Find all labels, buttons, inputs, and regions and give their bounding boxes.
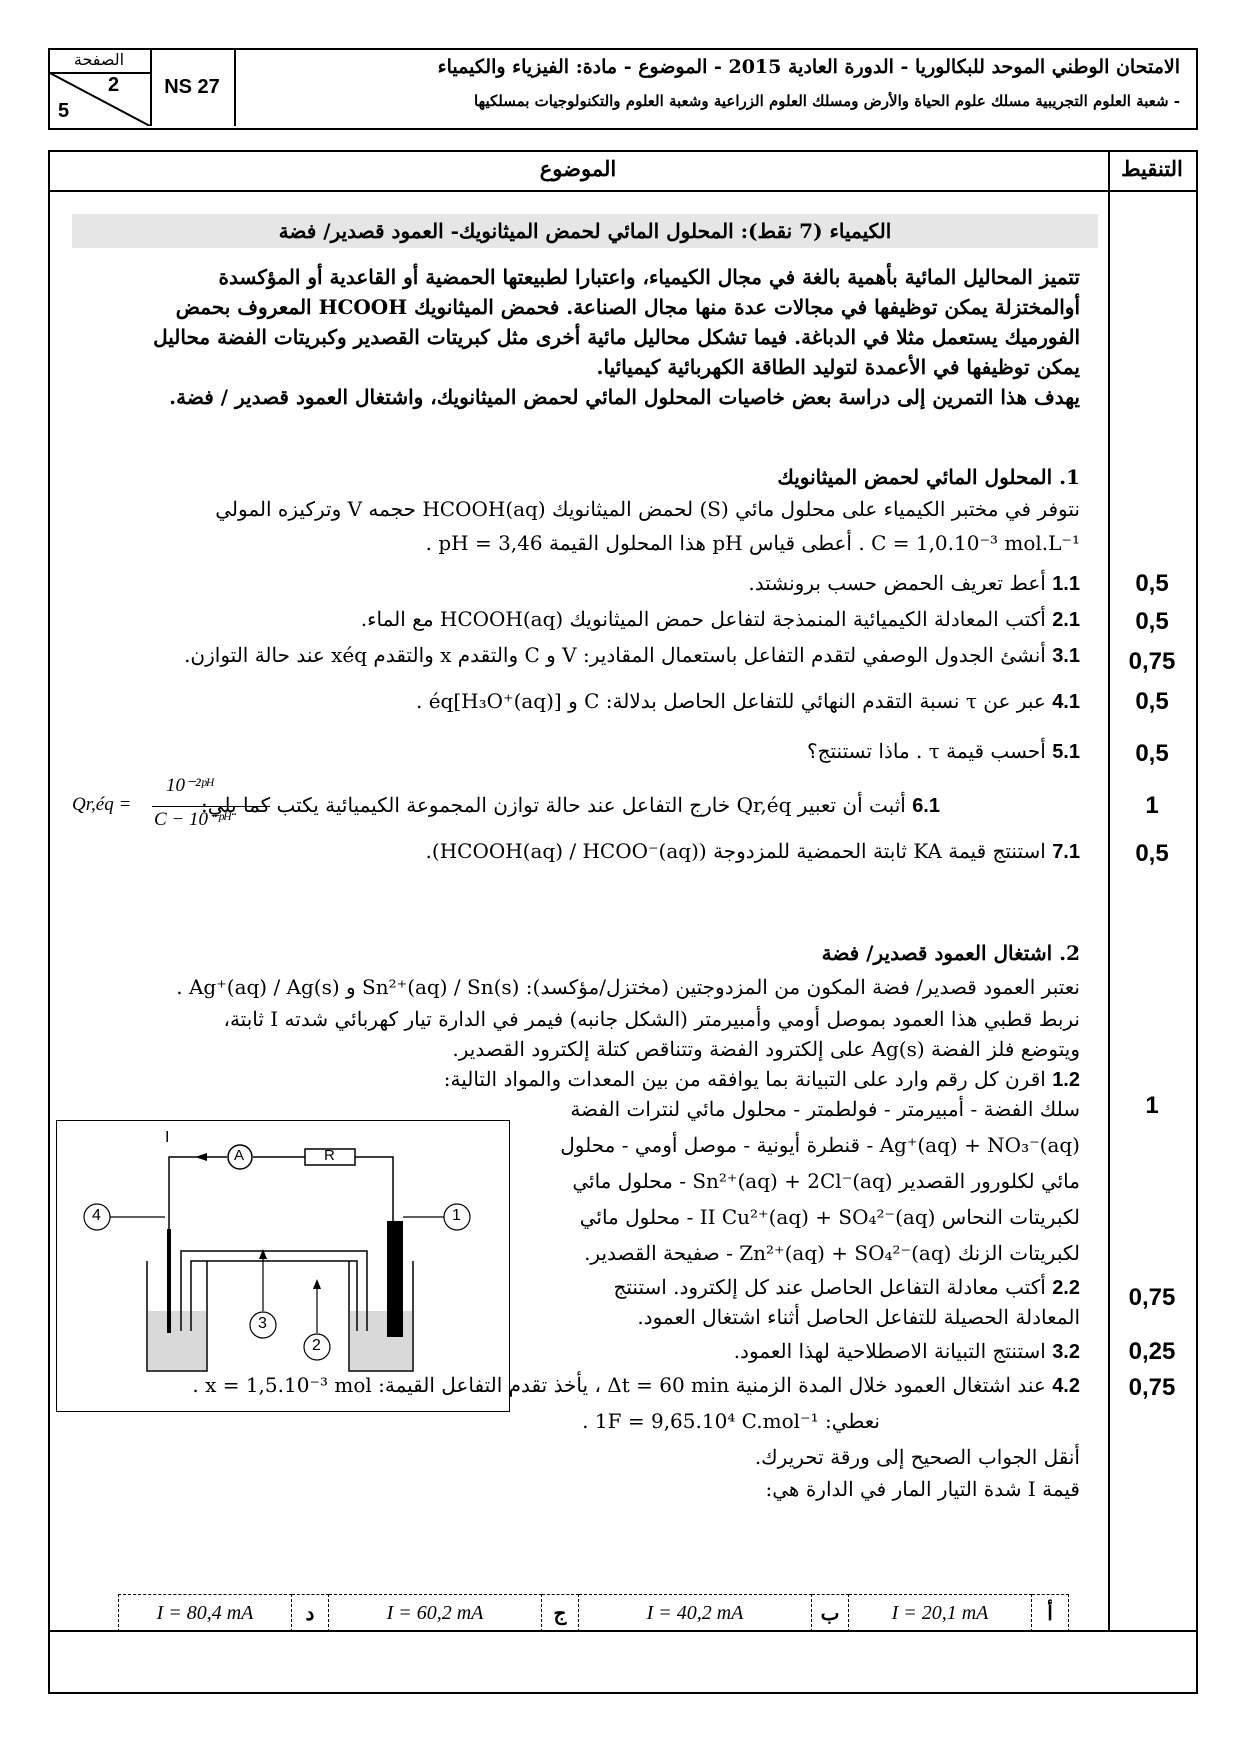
page-total: 5: [58, 100, 70, 122]
question-7-1: 7.1 استنتج قيمة KA ثابتة الحمضية للمزدوجة (HCOOH(aq) / HCOO⁻(aq)).: [425, 839, 1080, 863]
choice-d-value: I = 80,4 mA: [119, 1595, 292, 1632]
choice-c-value: I = 60,2 mA: [329, 1595, 542, 1632]
intro-line-5: يهدف هذا التمرين إلى دراسة بعض خاصيات المحلول المائي لحمض الميثانويك، واشتغال العمود قصدير / فضة.: [169, 385, 1080, 409]
q-formula: [72, 774, 282, 838]
column-divider: [1108, 150, 1110, 1630]
label-2: 2: [312, 1337, 321, 1354]
points-4-1: 0,5: [1135, 688, 1169, 715]
question-2-1: 2.1 أكتب المعادلة الكيميائية المنمذجة لتفاعل حمض الميثانويك HCOOH(aq) مع الماء.: [360, 607, 1080, 631]
intro-line-3: الفورميك يستعمل مثلا في الدباغة. فيما تشكل محاليل مائية أخرى مثل كبريتات القصدير وكبريتات الفضة محاليل: [153, 325, 1080, 349]
question-3-1: 3.1 أنشئ الجدول الوصفي لتقدم التفاعل باستعمال المقادير: V و C والتقدم x والتقدم xéq عند حالة التوازن.: [184, 643, 1080, 667]
page-box: [48, 48, 152, 126]
points-6-1: 1: [1145, 792, 1159, 819]
table-header-divider: [48, 190, 1196, 192]
points-5-1: 0,5: [1135, 740, 1169, 767]
part2-text-1: نعتبر العمود قصدير/ فضة المكون من المزدوجتين (مختزل/مؤكسد): Sn²⁺(aq) / Sn(s) و Ag⁺(aq) / Ag(s) .: [176, 975, 1080, 999]
part1-text-2: C = 1,0.10⁻³ mol.L⁻¹ . أعطى قياس pH هذا المحلول القيمة pH = 3,46 .: [425, 531, 1080, 555]
choice-c-letter: ج: [542, 1595, 579, 1632]
materials-line-2: Ag⁺(aq) + NO₃⁻(aq) - قنطرة أيونية - موصل أومي - محلول: [560, 1133, 1080, 1157]
points-3-2: 0,25: [1128, 1338, 1176, 1365]
left-solution: [148, 1311, 206, 1370]
intro-line-4: يمكن توظيفها في الأعمدة لتوليد الطاقة الكهربائية كيميائيا.: [596, 355, 1080, 379]
materials-line-1: سلك الفضة - أمبيرمتر - فولطمتر - محلول مائي لنترات الفضة: [570, 1097, 1080, 1121]
q-formula-lhs: Qr,éq =: [72, 794, 132, 815]
points-1-1: 0,5: [1135, 570, 1169, 597]
page-label: الصفحة: [73, 52, 125, 69]
answer-choices: [118, 1594, 1069, 1632]
materials-line-3: مائي لكلورور القصدير Sn²⁺(aq) + 2Cl⁻(aq) - محلول مائي: [572, 1169, 1080, 1193]
materials-line-5: لكبريتات الزنك Zn²⁺(aq) + SO₄²⁻(aq) - صفيحة القصدير.: [584, 1241, 1080, 1265]
page-number: 2: [108, 74, 120, 96]
question-4-2: 4.2 عند اشتغال العمود خلال المدة الزمنية Δt = 60 min ، يأخذ تقدم التفاعل القيمة: x = 1,5.10⁻³ mol .: [192, 1373, 1080, 1397]
points-7-1: 0,5: [1135, 840, 1169, 867]
choice-a-value: I = 20,1 mA: [849, 1595, 1032, 1632]
tin-electrode: [387, 1221, 403, 1337]
choice-b-letter: ب: [812, 1595, 849, 1632]
choice-d-letter: د: [292, 1595, 329, 1632]
question-1-2: 1.2 اقرن كل رقم وارد على التبيانة بما يوافقه من بين المعدات والمواد التالية:: [443, 1067, 1080, 1091]
section-title: الكيمياء (7 نقط): المحلول المائي لحمض الميثانويك- العمود قصدير/ فضة: [72, 214, 1098, 248]
question-1-1: 1.1 أعط تعريف الحمض حسب برونشتد.: [748, 571, 1080, 595]
part2-text-2: نربط قطبي هذا العمود بموصل أومي وأمبيرمتر (الشكل جانبه) فيمر في الدارة تيار كهربائي شدته I ثابتة،: [223, 1007, 1080, 1031]
question-2-2-line1: 2.2 أكتب معادلة التفاعل الحاصل عند كل إلكترود. استنتج: [613, 1275, 1080, 1299]
intro-line-1: تتميز المحاليل المائية بأهمية بالغة في مجال الكيمياء، واعتبارا لطبيعتها الحمضية أو القاعدية أو المؤكسدة: [218, 265, 1080, 289]
label-4: 4: [92, 1207, 101, 1224]
resistor-label: R: [324, 1147, 335, 1164]
q-formula-numerator: 10⁻²ᵖᴴ: [166, 775, 213, 796]
header-title-line1: الامتحان الوطني الموحد للبكالوريا - الدورة العادية 2015 - الموضوع - مادة: الفيزياء والكيمياء: [437, 56, 1180, 78]
header-grading: التنقيط: [1121, 156, 1183, 181]
question-3-2: 3.2 استنتج التبيانة الاصطلاحية لهذا العمود.: [733, 1339, 1080, 1363]
label-1: 1: [452, 1207, 461, 1224]
question-5-1: 5.1 أحسب قيمة τ . ماذا تستنتج؟: [807, 739, 1080, 763]
exam-code: NS 27: [150, 48, 236, 126]
part1-text-1: نتوفر في مختبر الكيمياء على محلول مائي (S) لحمض الميثانويك HCOOH(aq) حجمه V وتركيزه المولي: [215, 497, 1080, 521]
q-formula-denominator: C − 10⁻ᵖᴴ: [154, 809, 231, 830]
question-2-2-line2: المعادلة الحصيلة للتفاعل الحاصل أثناء اشتغال العمود.: [637, 1305, 1080, 1329]
header-title-line2: - شعبة العلوم التجريبية مسلك علوم الحياة والأرض ومسلك العلوم الزراعية وشعبة العلوم والتكنولوجيات بمسلكيها: [473, 92, 1180, 110]
choice-b-value: I = 40,2 mA: [579, 1595, 812, 1632]
question-6-1: 6.1 أثبت أن تعبير Qr,éq خارج التفاعل عند حالة توازن المجموعة الكيميائية يكتب كما يلي:: [201, 793, 940, 817]
part2-text-3: ويتوضع فلز الفضة Ag(s) على إلكترود الفضة وتتناقص كتلة إلكترود القصدير.: [452, 1037, 1080, 1061]
circuit-diagram: [56, 1120, 510, 1412]
instruction-text: أنقل الجواب الصحيح إلى ورقة تحريرك.: [754, 1445, 1080, 1469]
materials-line-4: لكبريتات النحاس II Cu²⁺(aq) + SO₄²⁻(aq) - محلول مائي: [579, 1205, 1080, 1229]
points-4-2: 0,75: [1128, 1374, 1176, 1401]
intro-line-2: أوالمختزلة يمكن توظيفها في مجالات عدة منها مجال الصناعة. فحمض الميثانويك HCOOH المعروف بحمض: [175, 295, 1080, 319]
part1-title: 1. المحلول المائي لحمض الميثانويك: [777, 465, 1080, 489]
choice-prompt: قيمة I شدة التيار المار في الدارة هي:: [765, 1477, 1080, 1501]
choice-a-letter: أ: [1032, 1595, 1069, 1632]
ammeter-label: A: [234, 1147, 245, 1164]
current-label: I: [165, 1129, 170, 1146]
given-constant: نعطي: 1F = 9,65.10⁴ C.mol⁻¹ .: [582, 1409, 880, 1433]
points-2-1: 0,5: [1135, 608, 1169, 635]
points-1-2: 1: [1145, 1092, 1159, 1119]
part2-title: 2. اشتغال العمود قصدير/ فضة: [821, 941, 1080, 965]
points-2-2: 0,75: [1128, 1284, 1176, 1311]
label-3: 3: [258, 1315, 267, 1332]
header-subject: الموضوع: [539, 156, 617, 181]
points-3-1: 0,75: [1128, 648, 1176, 675]
question-4-1: 4.1 عبر عن τ نسبة التقدم النهائي للتفاعل الحاصل بدلالة: C و [H₃O⁺(aq)]éq .: [416, 689, 1080, 713]
